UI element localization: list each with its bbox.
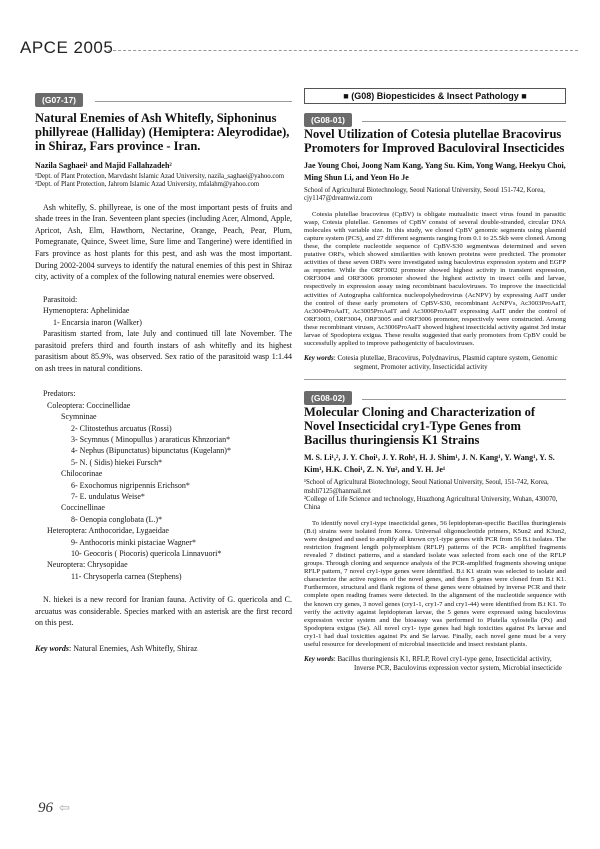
- abstract-authors: M. S. Li¹,², J. Y. Choi¹, J. Y. Roh¹, H. J. Shim¹, J. N. Kang¹, Y. Wang¹, Y. S. Kim¹, H.K. Choi¹, Z. N. Yu², and Y. H. Je¹: [304, 453, 555, 475]
- parasitoid-list: [35, 294, 292, 328]
- list-item: 5- N. ( Sidis) hiekei Fursch*: [71, 457, 163, 467]
- abstract-code-row: [35, 90, 292, 105]
- list-item: Predators:: [43, 389, 76, 399]
- abstract-body: [35, 202, 292, 283]
- keywords: [304, 354, 566, 371]
- abstract-title: Natural Enemies of Ash Whitefly, Siphoninus phillyreae (Halliday) (Hemiptera: Aleyrodidae), in Shiraz, Fars province - Iran.: [35, 111, 290, 153]
- list-item: Neuroptera: Chrysopidae: [47, 560, 128, 570]
- divider: [304, 379, 566, 380]
- right-column: [304, 88, 566, 672]
- affiliation: ²College of Life Science and technology, Huazhong Agricultural University, Wuhan, 430070, China: [304, 495, 558, 512]
- code-rule: [362, 121, 566, 122]
- code-rule: [95, 101, 292, 102]
- keywords-label: Key words: [304, 354, 334, 363]
- keywords-text: : Bacillus thuringiensis K1, RFLP, Rovel cry1-type gene, Insecticidal activity, Inverse PCR, Baculovirus expression vector system, Microbial insecticide: [333, 655, 562, 672]
- abstract-authors: Jae Young Choi, Joong Nam Kang, Yang Su. Kim, Yong Wang, Heekyu Choi, Ming Shun Li, and Yeon Ho Je: [304, 161, 566, 182]
- list-item: 6- Exochomus nigripennis Erichson*: [71, 480, 190, 490]
- list-item: Coleoptera: Coccinellidae: [47, 400, 131, 410]
- list-item: Heteroptera: Anthocoridae, Lygaeidae: [47, 526, 169, 536]
- predator-list: [35, 388, 292, 582]
- list-item: 1- Encarsia inaron (Walker): [53, 317, 142, 327]
- keywords: [35, 643, 292, 655]
- list-item: 4- Nephus (Bipunctatus) bipunctatus (Kugelann)*: [71, 446, 231, 456]
- affiliation: ²Dept. of Plant Protection, Jahrom Islamic Azad University, mfalahm@yahoo.com: [35, 181, 260, 189]
- list-item: Parasitoid:: [43, 294, 78, 304]
- keywords-label: Key words: [35, 644, 69, 654]
- code-rule: [362, 399, 566, 400]
- page-number-text: 96: [38, 800, 53, 816]
- abstract-code: (G08-01): [304, 113, 352, 127]
- abstract-body: Cotesia plutellae bracovirus (CpBV) is obligate mutualistic insect virus found in parasitic wasp, Cotesia plutellae. Genomes of CpBV consist of several double-stranded, circular DNA molecules with variable size. In this study, we cloned CpBV genomic segments using plasmid capture system (PCS), and 27 different segments ranging from 0.1 to 25.5kb were cloned. Among these, the complete nucleotide sequence of CpBV-S30 segmentwas determined and seven putative ORFs, which showed similarities with known proteins were predicted. The promoter activities of these seven ORFs were investigated using baculovirus expression system and EGFP as reporter. While the ORF3002 promoter showed highest activity in transient expression, ORF3004 and ORF3006 promoter showed the highest activity in insect cells and larvae, respectively in expression assay using recombinant baculoviruses. To improve the insecticidal activities of Autographa californica nucleopolyhedrovirus (AcNPV) by expressing AaIT under the control of these early promoters of CpBV-S30, recombinant AcNPVs, Ac3003ProAaIT, Ac3004ProAaIT, Ac3005ProAaIT and Ac3006ProAaIT expressing AaIT under the control of ORF3003, ORF3004, ORF3005 and ORF3006 promoter, respectively were constructed. Among these recombinant viruses, Ac3006ProAaIT showed highest insecticidal activity against 3rd instar larvae of Spodoptera exigua. These results suggested that early promoters from CpBV could be successfully applied to improve pathogenicity of baculoviruses.: [304, 210, 566, 348]
- list-item: 11- Chrysoperla carnea (Stephens): [71, 571, 182, 581]
- list-item: 2- Clitostethus arcuatus (Rossi): [71, 423, 172, 433]
- keywords: [304, 655, 566, 672]
- list-item: 8- Oenopia conglobata (L.)*: [71, 514, 163, 524]
- keywords-text: : Natural Enemies, Ash Whitefly, Shiraz: [69, 644, 198, 654]
- paragraph: Parasitism started from, late July and continued till late November. The parasitoid prefers third and fourth instars of ash whitefly and its highest parasitism about 85.9%, was observed. Sex ratio of the parasitoid wasp 1:1.44 on ash trees in natural conditions.: [35, 328, 292, 373]
- list-item: 10- Geocoris ( Piocoris) quericola Linnavuori*: [71, 549, 222, 559]
- list-item: Scymninae: [61, 412, 97, 422]
- section-heading: ■ (G08) Biopesticides & Insect Pathology ■: [304, 88, 566, 104]
- abstract-code: (G08-02): [304, 391, 352, 405]
- abstract-authors: Nazila Saghaei¹ and Majid Fallahzadeh²: [35, 161, 172, 170]
- abstract-body: [35, 328, 292, 374]
- abstract-code: (G07-17): [35, 93, 83, 107]
- abstract-title: Molecular Cloning and Characterization of Novel Insecticidal cry1-Type Genes from Bacillus thuringiensis K1 Strains: [304, 405, 535, 448]
- arrow-left-icon: ⇦: [59, 800, 70, 815]
- page-number: [38, 800, 70, 817]
- abstract-code-row: [304, 110, 566, 125]
- journal-header: APCE 2005: [20, 38, 114, 57]
- paragraph: N. hiekei is a new record for Iranian fauna. Activity of G. quericola and C. arcuatus was considerable. Species marked with an asterisk are the first record on this pest.: [35, 595, 292, 628]
- list-item: 3- Scymnus ( Minopullus ) araraticus Khnzorian*: [71, 434, 231, 444]
- affiliation: School of Agricultural Biotechnology, Seoul National University, Seoul 151-742, Korea, cjy1147@dreamwiz.com: [304, 187, 545, 203]
- abstract-body: [35, 594, 292, 629]
- affiliation: ¹Dept. of Plant Protection, Marvdasht Islamic Azad University, nazila_saghaei@yahoo.com: [35, 173, 285, 180]
- list-item: Hymenoptera: Aphelinidae: [43, 306, 130, 316]
- affiliations: [304, 479, 566, 512]
- keywords-text: : Cotesia plutellae, Bracovirus, Polydnavirus, Plasmid capture system, Genomic segment, Promoter activity, Insecticidal activity: [333, 354, 558, 371]
- list-item: 7- E. undulatus Weise*: [71, 492, 145, 501]
- affiliations: [35, 173, 292, 190]
- abstract-code-row: [304, 388, 566, 404]
- list-item: Chilocorinae: [61, 469, 103, 479]
- list-item: 9- Anthocoris minki pistaciae Wagner*: [71, 537, 196, 547]
- header-rule: [108, 50, 578, 51]
- abstract-body: To identify novel cry1-type insecticidal genes, 56 lepidopteran-specific Bacillus thuringiensis (B.t) strains were isolated from Korea. Universal oligonucleotide primers, K5un2 and K3un2, were designed and used to amplify all known cry1-type genes with PCR from 56 B.t isolates. The restriction fragment length polymorphism (RFLP) patterns of the PCR- amplified fragments revealed 7 distinct patterns, and a standard isolate was selected from each one of the RFLP groups. Through cloning and sequence analysis of the PCR-amplified fragments showing unique RFLP pattern, 7 novel cry1-type genes were identified. B.t K1 strain was selected to isolate and characterize the active regions of the novel genes, and then 5 genes were cloned from B.t K1. Furthermore, structural and flank regions of these genes were obtained by inverse PCR and their complete open reading frames were detected. In the alignment of the nucleotide sequence with the known cry genes, 3 novel genes (cry1-1, cry1-7 and cry1-44) were identified from B.t K1. To verify the activity against lepidopteran larvae, the 5 genes were expressed using baculovirus expression vector system and the bioassay was performed to Plutella xylostella (Px) and Spodoptera exigua (Se). All novel cry1- type genes had high toxicities against Px larvae and cry1-1 had dual toxicities against Px and Se larvae. Finally, each novel gene must be a very useful resource for development of microbial insecticide and insect resistant plants.: [304, 519, 566, 648]
- list-item: Coccinellinae: [61, 503, 105, 513]
- keywords-label: Key words: [304, 655, 334, 664]
- left-column: [35, 90, 292, 655]
- paragraph: Ash whitefly, S. phillyreae, is one of the most important pests of fruits and shade trees in the Iran. Seventeen plant species (including Acer, Almond, Apple, Apricot, Ash, Elm, Hawthorn, Nectarine, Orange, Peach, Pear, Plum, Pomegranate, Quince, Sweet lime, Sure lime and Tangerine) were identified in Fars province as host plants for this pest, and ash was the most important. During 2002-2004 surveys to identify the natural enemies of this pest in Shiraz city, activity of a complex of the following natural enemies were observed.: [35, 202, 292, 282]
- affiliation: ¹School of Agricultural Biotechnology, Seoul National University, Seoul, 151-742, Korea, mshli7125@hanmail.net: [304, 479, 549, 495]
- abstract-title: Novel Utilization of Cotesia plutellae Bracovirus Promoters for Improved Baculoviral Insecticides: [304, 127, 565, 155]
